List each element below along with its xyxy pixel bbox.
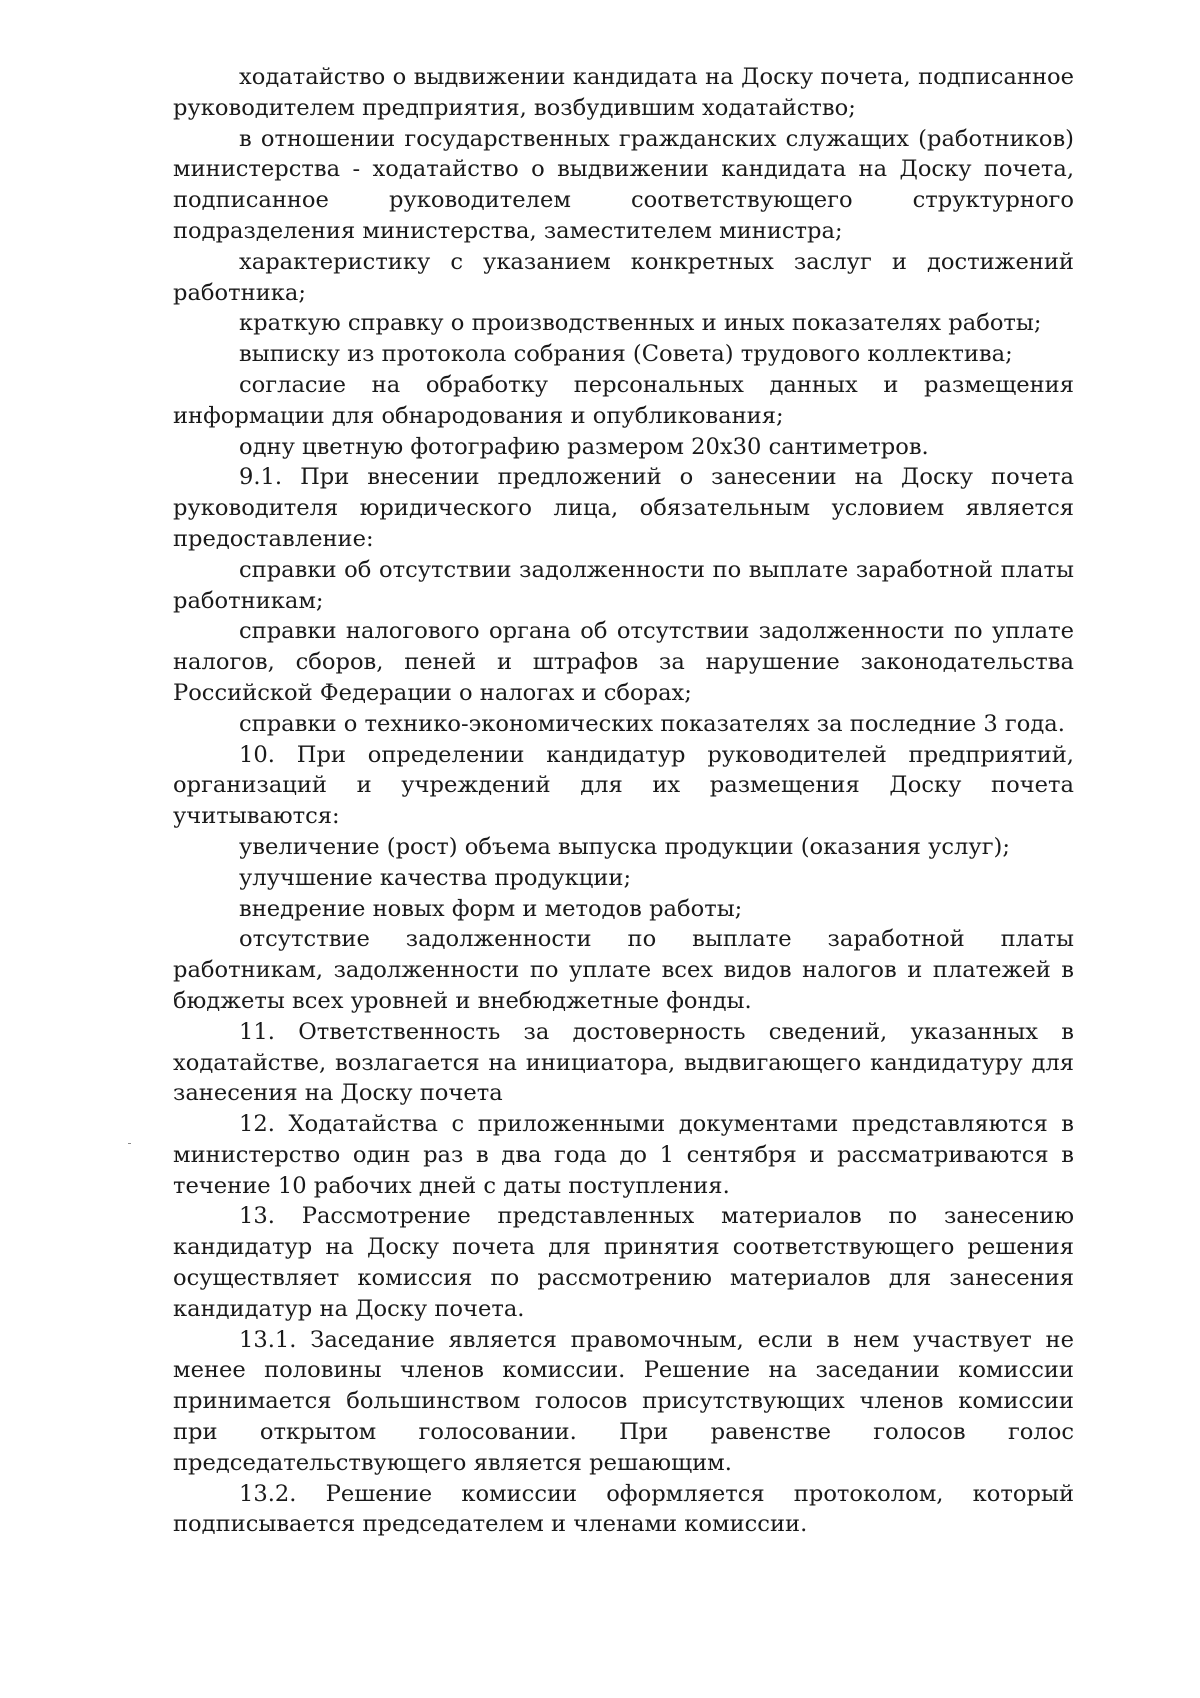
paragraph-brief-reference: краткую справку о производственных и иных показателях работы;	[239, 310, 1042, 337]
paragraph-9-1: 9.1. При внесении предложений о занесении на Доску почета руководителя юридического лица, обязательным условием является предоставление:	[173, 464, 1074, 552]
paragraph-11: 11. Ответственность за достоверность сведений, указанных в ходатайстве, возлагается на инициатора, выдвигающего кандидатуру для занесения на Доску почета	[173, 1018, 1074, 1107]
document-page	[173, 62, 1074, 1540]
paragraph-10: 10. При определении кандидатур руководителей предприятий, организаций и учреждений для их размещения Доску почета учитываются:	[173, 741, 1074, 830]
paragraph-protocol-extract: выписку из протокола собрания (Совета) трудового коллектива;	[239, 341, 1013, 368]
paragraph-personal-data-consent: согласие на обработку персональных данных и размещения информации для обнародования и опубликования;	[173, 371, 1074, 429]
paragraph-quality-improvement: улучшение качества продукции;	[239, 864, 632, 891]
paragraph-new-methods: внедрение новых форм и методов работы;	[239, 895, 743, 922]
paragraph-tax-certificate: справки налогового органа об отсутствии задолженности по уплате налогов, сборов, пеней и штрафов за нарушение законодательства Российской Федерации о налогах и сборах;	[173, 618, 1074, 706]
scan-artifact	[128, 1143, 131, 1144]
paragraph-13-1: 13.1. Заседание является правомочным, если в нем участвует не менее половины членов комиссии. Решение на заседании комиссии принимается большинством голосов присутствующих членов комиссии при открытом голосовании. При равенстве голосов голос председательствующего является решающим.	[173, 1326, 1074, 1476]
paragraph-petition-civil-servants: в отношении государственных гражданских служащих (работников) министерства - ходатайство о выдвижении кандидата на Доску почета, подписанное руководителем соответствующего структурного подразделения министерства, заместителем министра;	[173, 125, 1074, 244]
paragraph-13-2: 13.2. Решение комиссии оформляется протоколом, который подписывается председателем и членами комиссии.	[173, 1480, 1074, 1538]
paragraph-salary-debt-certificate: справки об отсутствии задолженности по выплате заработной платы работникам;	[173, 556, 1074, 614]
paragraph-economic-indicators: справки о технико-экономических показателях за последние 3 года.	[239, 710, 1065, 737]
paragraph-characteristic: характеристику с указанием конкретных заслуг и достижений работника;	[173, 248, 1074, 306]
paragraph-12: 12. Ходатайства с приложенными документами представляются в министерство один раз в два года до 1 сентября и рассматриваются в течение 10 рабочих дней с даты поступления.	[173, 1111, 1074, 1199]
paragraph-petition-enterprise: ходатайство о выдвижении кандидата на Доску почета, подписанное руководителем предприятия, возбудившим ходатайство;	[173, 64, 1074, 121]
paragraph-photo: одну цветную фотографию размером 20х30 сантиметров.	[239, 433, 929, 460]
paragraph-output-growth: увеличение (рост) объема выпуска продукции (оказания услуг);	[239, 833, 1010, 860]
paragraph-13: 13. Рассмотрение представленных материалов по занесению кандидатур на Доску почета для принятия соответствующего решения осуществляет комиссия по рассмотрению материалов для занесения кандидатур на Доску почета.	[173, 1203, 1074, 1322]
paragraph-no-debts: отсутствие задолженности по выплате заработной платы работникам, задолженности по уплате всех видов налогов и платежей в бюджеты всех уровней и внебюджетные фонды.	[173, 926, 1074, 1014]
